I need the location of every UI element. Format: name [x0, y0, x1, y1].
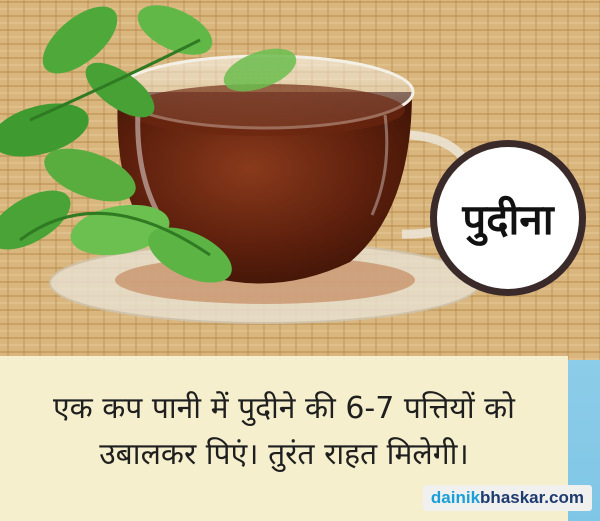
caption-line-1: एक कप पानी में पुदीने की 6-7 पत्तियों को: [53, 391, 515, 426]
caption-line-2: उबालकर पिएं। तुरंत राहत मिलेगी।: [99, 437, 469, 472]
badge-label: पुदीना: [462, 194, 554, 244]
brand-logo: [423, 485, 592, 511]
title-badge: [430, 140, 586, 296]
brand-part-2: bhaskar.com: [480, 488, 584, 507]
caption-text: [14, 386, 554, 478]
brand-part-1: dainik: [430, 488, 481, 507]
